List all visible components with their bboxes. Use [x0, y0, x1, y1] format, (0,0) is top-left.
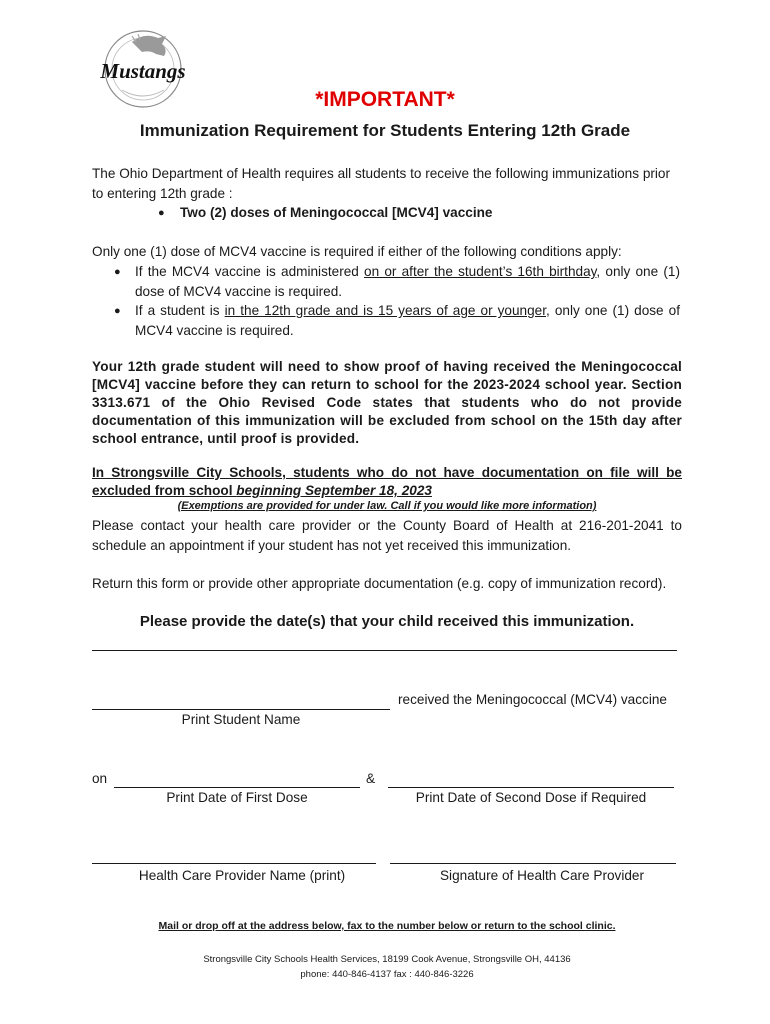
provider-signature-label: Signature of Health Care Provider: [439, 868, 644, 883]
received-text: received the Meningococcal (MCV4) vaccine: [398, 692, 667, 707]
divider: [92, 650, 677, 651]
student-name-label: Print Student Name: [181, 712, 301, 727]
footer-phone: phone: 440-846-4137 fax : 440-846-3226: [300, 969, 474, 980]
important-heading: *IMPORTANT*: [315, 88, 455, 111]
intro-bullet: Two (2) doses of Meningococcal [MCV4] vaccine: [180, 205, 493, 220]
svg-text:Mustangs: Mustangs: [100, 59, 186, 83]
mailing-instructions: Mail or drop off at the address below, fax to the number below or return to the school clinic.: [158, 920, 616, 932]
intro-paragraph: The Ohio Department of Health requires all students to receive the following immunizations prior to entering 12th grade :: [92, 166, 671, 201]
condition-item-1: If the MCV4 vaccine is administered on or after the student’s 16th birthday, only one (1) dose of MCV4 vaccine is required.: [135, 264, 680, 299]
second-dose-label: Print Date of Second Dose if Required: [415, 790, 647, 805]
bullet-icon: ●: [158, 207, 165, 219]
bullet-icon: ●: [114, 266, 121, 278]
provider-name-label: Health Care Provider Name (print): [138, 868, 346, 883]
bullet-icon: ●: [114, 305, 121, 317]
ampersand: &: [366, 771, 376, 786]
exclusion-notice: In Strongsville City Schools, students who do not have documentation on file will be excluded from school beginning September 18, 2023: [92, 465, 682, 498]
first-dose-label: Print Date of First Dose: [166, 790, 308, 805]
provider-name-field[interactable]: [92, 863, 376, 864]
footer-address: Strongsville City Schools Health Services, 18199 Cook Avenue, Strongsville OH, 44136: [203, 954, 571, 965]
on-label: on: [92, 771, 108, 786]
conditions-lead: Only one (1) dose of MCV4 vaccine is required if either of the following conditions apply:: [92, 244, 622, 259]
student-name-field[interactable]: [92, 709, 390, 710]
dates-prompt: Please provide the date(s) that your child received this immunization.: [139, 613, 635, 630]
first-dose-date-field[interactable]: [114, 787, 360, 788]
return-note: Return this form or provide other appropriate documentation (e.g. copy of immunization record).: [92, 576, 667, 591]
second-dose-date-field[interactable]: [388, 787, 674, 788]
footer-contact: [92, 952, 682, 982]
contact-paragraph: Please contact your health care provider or the County Board of Health at 216-201-2041 to schedule an appointment if your student has not yet received this immunization.: [92, 518, 682, 553]
page-title: Immunization Requirement for Students Entering 12th Grade: [139, 121, 631, 140]
provider-signature-field[interactable]: [390, 863, 676, 864]
proof-paragraph: Your 12th grade student will need to show proof of having received the Meningococcal [MCV4] vaccine before they can return to school for the 2023-2024 school year. Section 3313.671 of the Ohio Revised Code states that students who do not provide documentation of this immunization will be excluded from school on the 15th day after school entrance, until proof is provided.: [92, 359, 682, 446]
exemptions-note: (Exemptions are provided for under law. Call if you would like more information): [177, 500, 597, 512]
condition-item-2: If a student is in the 12th grade and is 15 years of age or younger, only one (1) dose of MCV4 vaccine is required.: [135, 303, 680, 338]
